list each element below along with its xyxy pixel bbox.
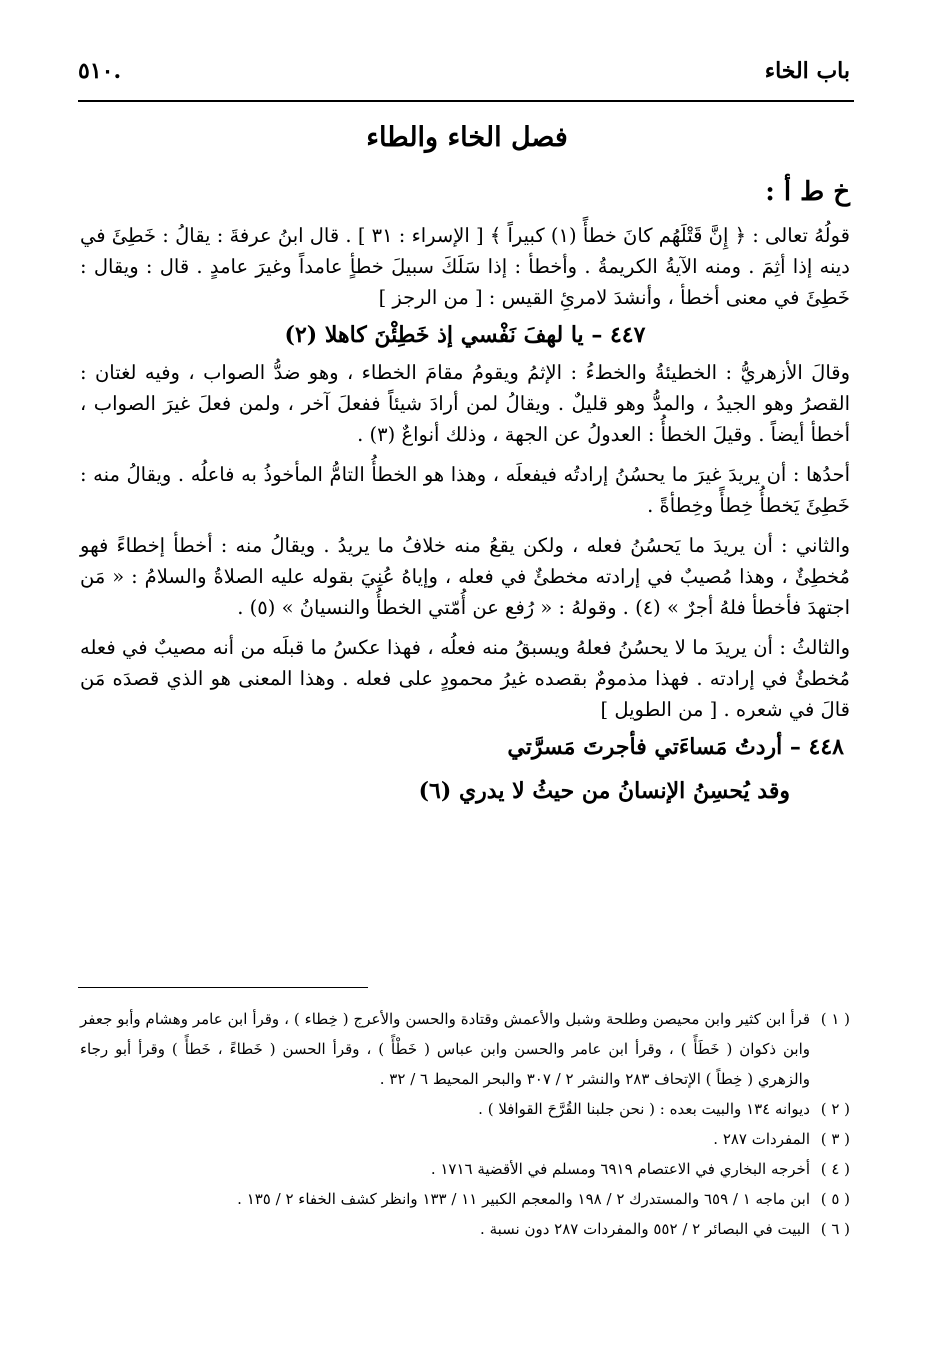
footnote-text: قرأ ابن كثير وابن محيصن وطلحة وشبل والأعمش وقتادة والحسن والأعرج ( خِطاء ) ، وقرأ ابن عامر وهشام وأبو جعفر وابن ذكوان ( خَطَأً ) ، وقرأ ابن عامر والحسن وابن عباس ( خَطْأً ) ، وقرأ الحسن ( خَطاءً ، خَطأً ) وقرأ أبو رجاء والزهري ( خِطاً ) الإتحاف ٢٨٣ والنشر ٢ / ٣٠٧ والبحر المحيط ٦ / ٣٢ . <box>80 1010 810 1088</box>
footnote <box>80 1154 850 1184</box>
footnotes <box>80 1004 850 1244</box>
verse-448-line1: ٤٤٨ – أردتُ مَساءَتي فأجرتَ مَسرَّتي <box>507 734 844 760</box>
footnote-text: أخرجه البخاري في الاعتصام ٦٩١٩ ومسلم في الأقضية ١٧١٦ . <box>430 1160 810 1178</box>
verse-447: ٤٤٧ – يا لهفَ نَفْسي إذ خَطِئْنَ كاهلا (٢) <box>284 322 646 348</box>
paragraph: قولُهُ تعالى : ﴿ إِنَّ قَتْلَهُم كانَ خطأً (١) كبيراً ﴾ [ الإسراء : ٣١ ] . قال ابنُ عرفةَ : يقالُ : خَطِئَ في دينه إذا أثِمَ . ومنه الآيةُ الكريمةُ . وأخطأ : إذا سَلَكَ سبيلَ خطأٍ عامداً وغيرَ عامدٍ . قال : ويقال : خَطِئَ في معنى أخطأ ، وأنشدَ لامرئِ القيس : [ من الرجز ] <box>80 224 850 309</box>
footnote-number: ( ٢ ) <box>820 1100 850 1118</box>
footnote-text: ابن ماجه ١ / ٦٥٩ والمستدرك ٢ / ١٩٨ والمعجم الكبير ١١ / ١٣٣ وانظر كشف الخفاء ٢ / ١٣٥ . <box>237 1190 810 1208</box>
footnote-text: المفردات ٢٨٧ . <box>713 1130 810 1148</box>
page-number: ٥١٠. <box>78 58 122 84</box>
footnote <box>80 1214 850 1244</box>
footnote <box>80 1094 850 1124</box>
chapter-title: فصل الخاء والطاء <box>366 122 568 153</box>
header-rule <box>78 100 854 102</box>
verse-448-line2: وقد يُحسِنُ الإنسانُ من حيثُ لا يدري (٦) <box>418 778 790 804</box>
footnote-number: ( ٥ ) <box>820 1190 850 1208</box>
footnote-rule <box>78 987 368 988</box>
footnote-text: البيت في البصائر ٢ / ٥٥٢ والمفردات ٢٨٧ دون نسبة . <box>480 1220 810 1238</box>
footnote <box>80 1124 850 1154</box>
paragraph: أحدُها : أن يريدَ غيرَ ما يحسُنُ إرادتُه فيفعلَه ، وهذا هو الخطأُ التامُّ المأخوذُ به فاعلُه . ويقالُ منه : خَطِئَ يَخطأُ خِطأً وخِطأةً . <box>80 463 850 517</box>
paragraph: والثالثُ : أن يريدَ ما لا يحسُنُ فعلهُ ويسبقُ منه فعلُه ، فهذا عكسُ ما قبلَه من أنه مصيبٌ في فعله مُخطئٌ في إرادته . فهذا مذمومٌ بقصده غيرُ محمودٍ على فعله . وهذا المعنى هو الذي قصدَه مَن قالَ في شعره . [ من الطويل ] <box>80 636 850 721</box>
footnote-text: ديوانه ١٣٤ والبيت بعده : ( نحن جلبنا القُرَّحَ القوافلا ) . <box>478 1100 810 1118</box>
footnote-number: ( ٣ ) <box>820 1130 850 1148</box>
root-heading: خ ط أ : <box>765 177 850 207</box>
section-title: باب الخاء <box>764 58 850 84</box>
paragraph: والثاني : أن يريدَ ما يَحسُنُ فعله ، ولكن يقعُ منه خلافُ ما يريدُ . ويقالُ منه : أخطأ إخطاءً فهو مُخطِئٌ ، وهذا مُصيبٌ في إرادته مخطئٌ في فعله ، وإياهُ عُنِيَ بقوله عليه الصلاةُ والسلامُ : « مَن اجتهدَ فأخطأ فلهُ أجرٌ » (٤) . وقولهُ : « رُفع عن أُمّتي الخطأُ والنسيانُ » (٥) . <box>80 534 850 619</box>
footnote <box>80 1004 850 1094</box>
footnote-number: ( ٦ ) <box>820 1220 850 1238</box>
main-text <box>80 220 850 813</box>
footnote <box>80 1184 850 1214</box>
footnote-number: ( ٤ ) <box>820 1160 850 1178</box>
footnote-number: ( ١ ) <box>820 1010 850 1028</box>
paragraph: وقالَ الأزهريُّ : الخطيئةُ والخطءُ : الإثمُ ويقومُ مقامَ الخطاء ، وهو ضدُّ الصواب ، وفيه لغتان : القصرُ وهو الجيدُ ، والمدُّ وهو قليلٌ . ويقالُ لمن أرادَ شيئاً ففعلَ آخر ، ولمن فعلَ غيرَ الصواب ، أخطأ أيضاً . وقيلَ الخطأُ : العدولُ عن الجهة ، وذلك أنواعٌ (٣) . <box>80 361 850 446</box>
running-header <box>78 58 850 98</box>
